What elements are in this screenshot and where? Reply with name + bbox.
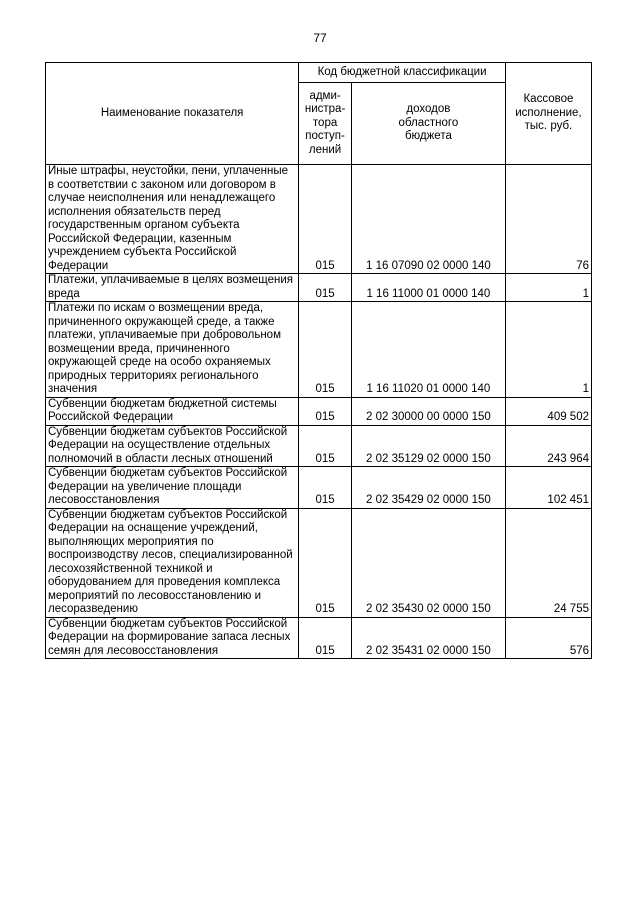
row-revenue-code: 1 16 07090 02 0000 140	[351, 165, 505, 274]
row-revenue-code: 2 02 35129 02 0000 150	[351, 425, 505, 467]
row-admin-code: 015	[299, 467, 352, 509]
row-amount: 102 451	[505, 467, 591, 509]
row-amount: 76	[505, 165, 591, 274]
row-admin-code: 015	[299, 274, 352, 302]
table-row	[46, 274, 592, 302]
row-admin-code: 015	[299, 508, 352, 617]
header-cash-execution: Кассовое исполнение, тыс. руб.	[505, 63, 591, 165]
table-row	[46, 302, 592, 398]
header-admin-code: адми- нистра- тора поступ- лений	[299, 83, 352, 165]
table-row	[46, 617, 592, 659]
row-revenue-code: 2 02 35430 02 0000 150	[351, 508, 505, 617]
row-name: Субвенции бюджетам бюджетной системы Российской Федерации	[46, 397, 299, 425]
table-row	[46, 425, 592, 467]
row-name: Субвенции бюджетам субъектов Российской Федерации на осуществление отдельных полномочий в области лесных отношений	[46, 425, 299, 467]
row-name: Субвенции бюджетам субъектов Российской Федерации на увеличение площади лесовосстановления	[46, 467, 299, 509]
row-amount: 409 502	[505, 397, 591, 425]
table-row	[46, 467, 592, 509]
header-classification-code: Код бюджетной классификации	[299, 63, 506, 83]
row-revenue-code: 1 16 11020 01 0000 140	[351, 302, 505, 398]
row-amount: 576	[505, 617, 591, 659]
row-amount: 1	[505, 274, 591, 302]
table-row	[46, 165, 592, 274]
row-name: Субвенции бюджетам субъектов Российской Федерации на формирование запаса лесных семян для лесовосстановления	[46, 617, 299, 659]
table-row	[46, 508, 592, 617]
row-name: Платежи по искам о возмещении вреда, причиненного окружающей среде, а также платежи, уплачиваемые при добровольном возмещении вреда, причиненного окружающей среде на особо охраняемых природных территориях регионального значения	[46, 302, 299, 398]
page-number: 77	[313, 31, 327, 45]
row-revenue-code: 2 02 35429 02 0000 150	[351, 467, 505, 509]
row-admin-code: 015	[299, 165, 352, 274]
row-revenue-code: 2 02 35431 02 0000 150	[351, 617, 505, 659]
budget-table	[45, 62, 592, 659]
row-name: Субвенции бюджетам субъектов Российской Федерации на оснащение учреждений, выполняющих мероприятия по воспроизводству лесов, специализированной лесохозяйственной техникой и оборудованием для проведения комплекса мероприятий по лесовосстановлению и лесоразведению	[46, 508, 299, 617]
row-name: Платежи, уплачиваемые в целях возмещения вреда	[46, 274, 299, 302]
table-row	[46, 397, 592, 425]
row-admin-code: 015	[299, 617, 352, 659]
table-body	[46, 165, 592, 659]
row-amount: 243 964	[505, 425, 591, 467]
row-name: Иные штрафы, неустойки, пени, уплаченные в соответствии с законом или договором в случае неисполнения или ненадлежащего исполнения обязательств перед государственным органом субъекта Российской Федерации, казенным учреждением субъекта Российской Федерации	[46, 165, 299, 274]
header-name: Наименование показателя	[46, 63, 299, 165]
row-revenue-code: 1 16 11000 01 0000 140	[351, 274, 505, 302]
row-amount: 1	[505, 302, 591, 398]
row-amount: 24 755	[505, 508, 591, 617]
row-admin-code: 015	[299, 302, 352, 398]
row-admin-code: 015	[299, 397, 352, 425]
row-revenue-code: 2 02 30000 00 0000 150	[351, 397, 505, 425]
row-admin-code: 015	[299, 425, 352, 467]
header-revenue-code: доходов областного бюджета	[351, 83, 505, 165]
